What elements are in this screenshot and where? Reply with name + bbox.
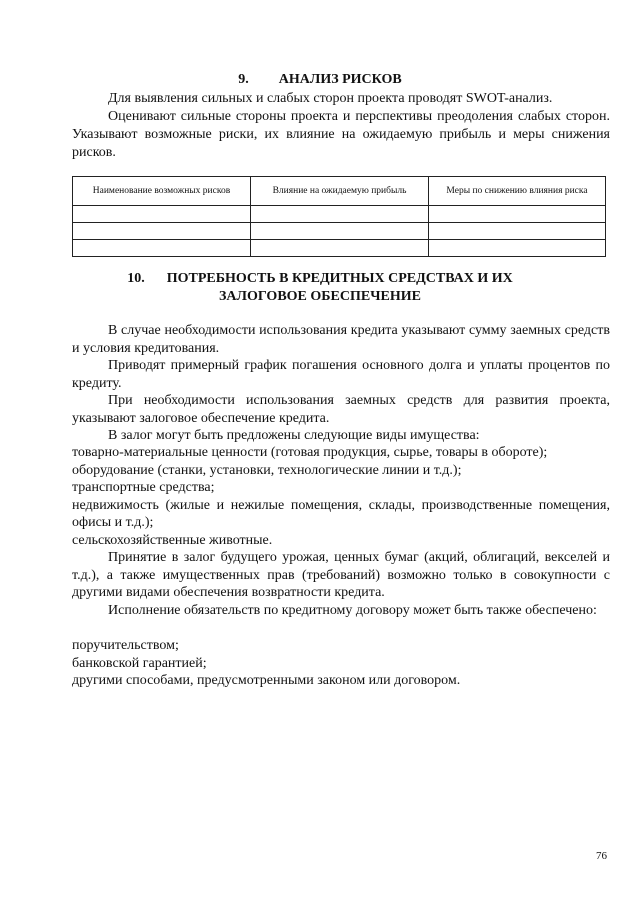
- section-10-heading: [0, 270, 640, 306]
- collateral-list: [72, 444, 610, 549]
- list-item: сельскохозяйственные животные.: [72, 532, 273, 548]
- section-10-paragraph-2: Приводят примерный график погашения основного долга и уплаты процентов по кредиту.: [72, 358, 610, 391]
- table-cell: [429, 206, 606, 223]
- table-cell: [73, 206, 251, 223]
- table-cell: [73, 240, 251, 257]
- section-9-paragraph-2: Оценивают сильные стороны проекта и перспективы преодоления слабых сторон. Указывают возможные риски, их влияние на ожидаемую прибыль и меры снижения рисков.: [72, 109, 610, 160]
- section-10-paragraph-6: Исполнение обязательств по кредитному договору может быть также обеспечено:: [108, 603, 597, 618]
- list-item: поручительством;: [72, 638, 179, 653]
- section-10-title-text-1: ПОТРЕБНОСТЬ В КРЕДИТНЫХ СРЕДСТВАХ И ИХ: [166, 271, 513, 286]
- section-10-number: 10.: [127, 271, 145, 286]
- section-9-heading: [0, 72, 640, 88]
- table-cell: [73, 223, 251, 240]
- table-cell: [251, 223, 429, 240]
- table-cell: [251, 240, 429, 257]
- table-cell: [429, 223, 606, 240]
- risk-table-header-impact: Влияние на ожидаемую прибыль: [251, 177, 429, 206]
- list-item: товарно-материальные ценности (готовая продукция, сырье, товары в обороте);: [72, 445, 548, 460]
- table-row: [73, 223, 606, 240]
- risk-table-header-risks: Наименование возможных рисков: [73, 177, 251, 206]
- section-10-paragraph-5: Принятие в залог будущего урожая, ценных бумаг (акций, облигаций, векселей и т.д.), а также имущественных прав (требований) возможно только в совокупности с другими видами обеспечения возвратности кредита.: [72, 550, 610, 600]
- section-10-paragraph-1: В случае необходимости использования кредита указывают сумму заемных средств и условия кредитования.: [72, 323, 610, 356]
- list-item: банковской гарантией;: [72, 655, 207, 671]
- section-10-paragraph-4: В залог могут быть предложены следующие виды имущества:: [108, 428, 480, 443]
- page-number: 76: [596, 850, 607, 862]
- risk-table-header-row: [73, 177, 606, 206]
- risk-table: [72, 176, 606, 257]
- section-10-title-line-1: [0, 270, 640, 288]
- table-row: [73, 206, 606, 223]
- list-item: другими способами, предусмотренными законом или договором.: [72, 673, 461, 688]
- list-item: недвижимость (жилые и нежилые помещения, склады, производственные помещения, офисы и т.д.);: [72, 497, 610, 530]
- list-item: транспортные средства;: [72, 480, 215, 495]
- table-cell: [251, 206, 429, 223]
- section-10-title-line-2: ЗАЛОГОВОЕ ОБЕСПЕЧЕНИЕ: [219, 289, 421, 304]
- list-item: оборудование (станки, установки, технологические линии и т.д.);: [72, 462, 462, 478]
- table-row: [73, 240, 606, 257]
- table-cell: [429, 240, 606, 257]
- section-9-title: АНАЛИЗ РИСКОВ: [278, 72, 402, 87]
- section-9-number: 9.: [238, 72, 249, 87]
- risk-table-header-measures: Меры по снижению влияния риска: [429, 177, 606, 206]
- section-9-paragraph-1: Для выявления сильных и слабых сторон проекта проводят SWOT-анализ.: [108, 91, 553, 106]
- section-10-paragraph-3: При необходимости использования заемных средств для развития проекта, указывают залоговое обеспечение кредита.: [72, 393, 610, 426]
- guarantee-list: [72, 637, 610, 690]
